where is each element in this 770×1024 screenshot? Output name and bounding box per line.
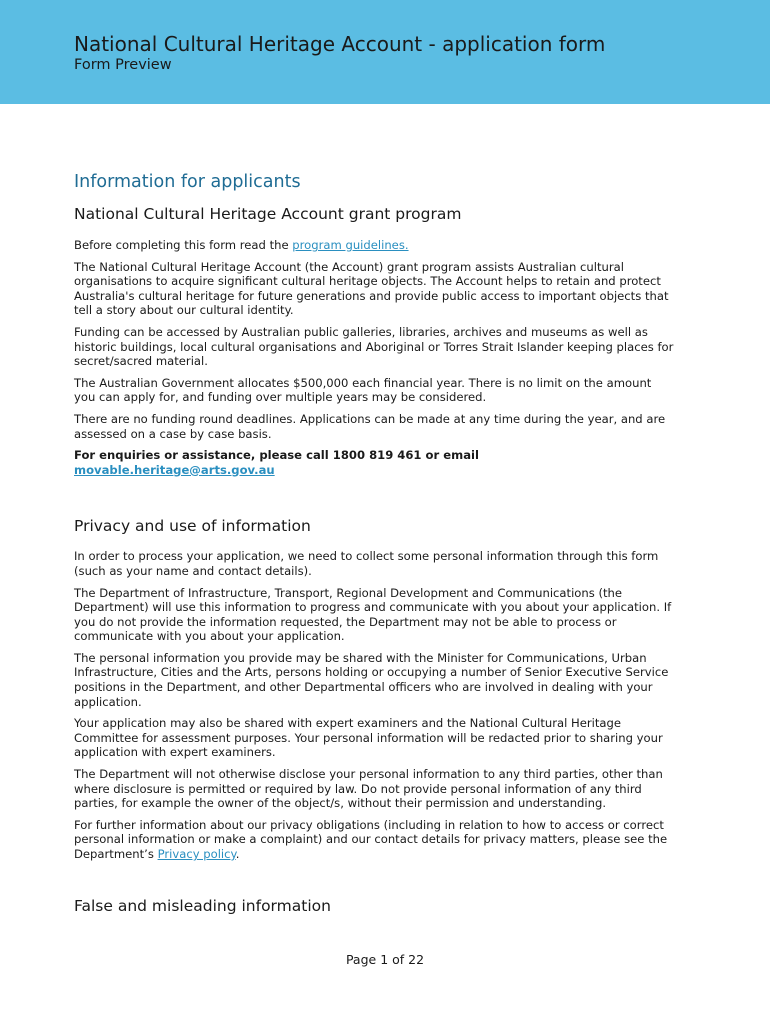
info-paragraph-4: There are no funding round deadlines. Applications can be made at any time during the year, and are assessed on a case by case basis. (74, 411, 666, 441)
privacy-paragraph-2: The Department of Infrastructure, Transport, Regional Development and Communications (the Department) will use this information to progress and communicate with you about your application. If you do not provide the information requested, the Department may not be able to process or communicate with you about your application. (74, 585, 672, 644)
form-title: National Cultural Heritage Account - application form (74, 32, 606, 56)
privacy-paragraph-5: The Department will not otherwise disclose your personal information to any third parties, other than where disclosure is permitted or required by law. Do not provide personal information of any third parties, for example the owner of the object/s, without their permission and understanding. (74, 767, 663, 811)
intro-paragraph (74, 238, 674, 253)
program-guidelines-link[interactable]: program guidelines. (292, 238, 409, 252)
email-link[interactable]: movable.heritage@arts.gov.au (74, 462, 275, 477)
privacy-paragraph-4: Your application may also be shared with expert examiners and the National Cultural Heritage Committee for assessment purposes. Your personal information will be redacted prior to sharing your application with expert examiners. (74, 716, 663, 760)
privacy-policy-suffix: . (235, 847, 240, 861)
intro-text: Before completing this form read the (74, 238, 293, 252)
main-content (74, 170, 674, 917)
privacy-paragraph-3: The personal information you provide may be shared with the Minister for Communications, Urban Infrastructure, Cities and the Arts, persons holding or occupying a number of Senior Executive Service positions in the Department, and other Departmental officers who are involved in dealing with your application. (74, 650, 669, 709)
info-paragraph-3: The Australian Government allocates $500,000 each financial year. There is no limit on the amount you can apply for, and funding over multiple years may be considered. (74, 375, 652, 405)
program-subheading: National Cultural Heritage Account grant program (74, 205, 462, 223)
info-paragraph-2: Funding can be accessed by Australian public galleries, libraries, archives and museums as well as historic buildings, local cultural organisations and Aboriginal or Torres Strait Islander keeping places for secret/sacred material. (74, 324, 674, 369)
privacy-policy-link[interactable]: Privacy policy (157, 847, 236, 861)
privacy-heading: Privacy and use of information (74, 517, 311, 536)
privacy-paragraph-6 (74, 818, 674, 862)
false-info-heading: False and misleading information (74, 896, 331, 915)
page-number: Page 1 of 22 (345, 952, 425, 967)
page-header (0, 0, 770, 104)
info-paragraph-1: The National Cultural Heritage Account (the Account) grant program assists Australian cultural organisations to acquire significant cultural heritage objects. The Account helps to retain and protect Australia's cultural heritage for future generations and provide public access to important objects that tell a story about our cultural identity. (74, 259, 669, 318)
privacy-policy-text: For further information about our privacy obligations (including in relation to how to access or correct personal information or make a complaint) and our contact details for privacy matters, please see the Department’s (74, 817, 668, 861)
form-subtitle: Form Preview (74, 57, 172, 73)
enquiries-text: For enquiries or assistance, please call 1800 819 461 or email (74, 448, 479, 463)
info-heading: Information for applicants (74, 172, 301, 192)
privacy-paragraph-1: In order to process your application, we need to collect some personal information through this form (such as your name and contact details). (74, 549, 659, 578)
enquiries-paragraph (74, 448, 674, 477)
